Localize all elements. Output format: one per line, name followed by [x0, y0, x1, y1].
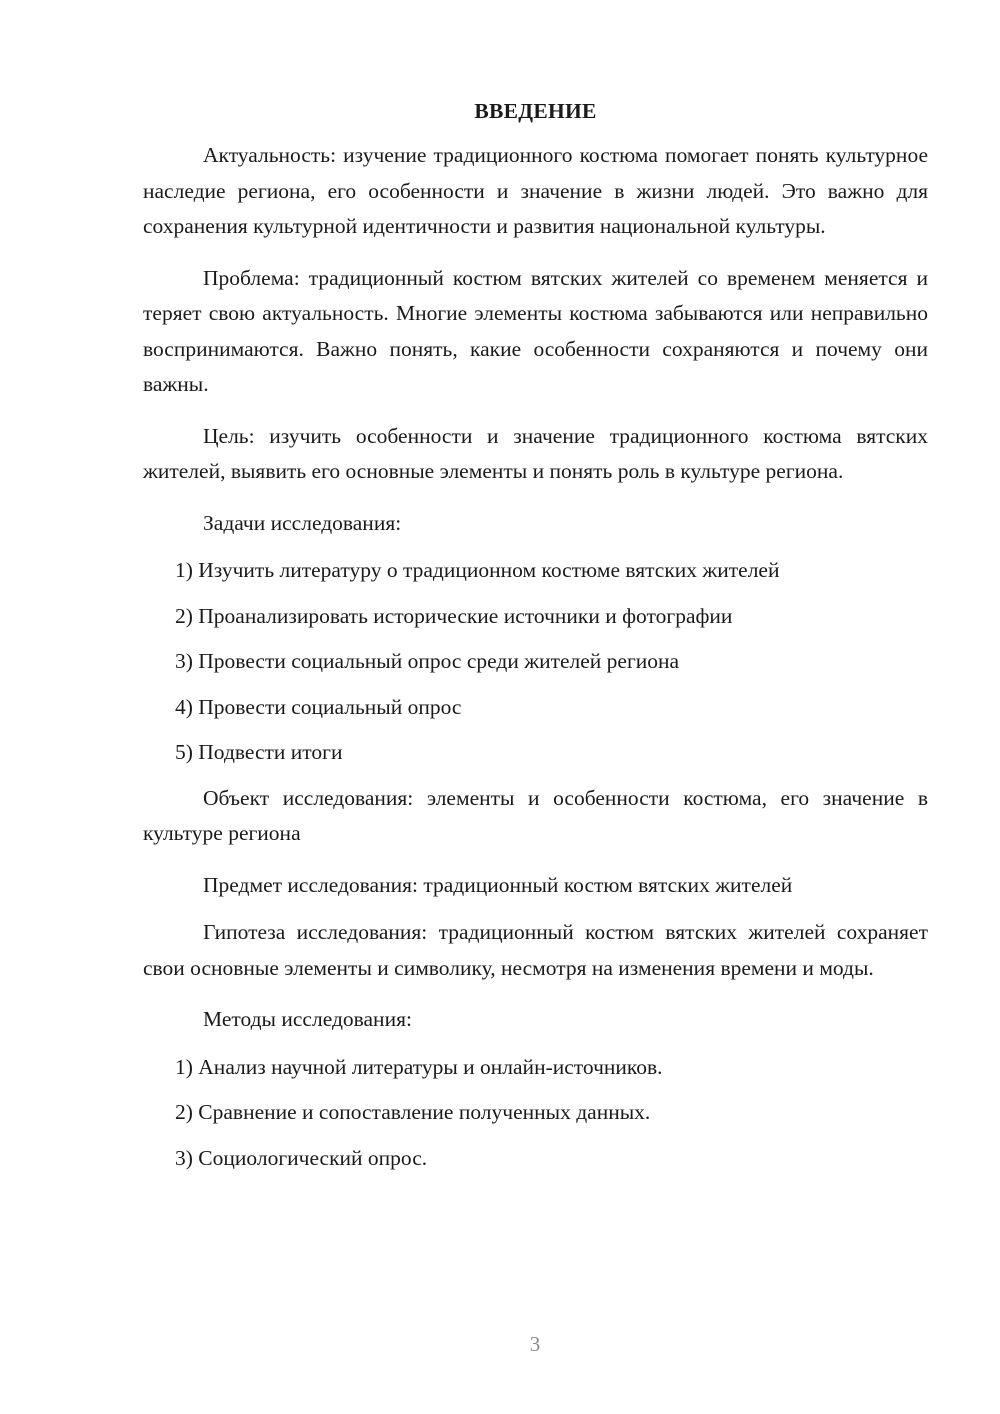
- page-title: ВВЕДЕНИЕ: [474, 99, 597, 123]
- hypothesis-paragraph: Гипотеза исследования: традиционный костюм вятских жителей сохраняет свои основные элементы и символику, несмотря на изменения времени и моды.: [143, 920, 928, 980]
- document-page: [143, 96, 928, 1186]
- relevance-paragraph: Актуальность: изучение традиционного костюма помогает понять культурное наследие региона, его особенности и значение в жизни людей. Это важно для сохранения культурной идентичности и развития национальной культуры.: [143, 143, 928, 238]
- list-item: 1) Изучить литературу о традиционном костюме вятских жителей: [175, 558, 780, 582]
- object-paragraph: Объект исследования: элементы и особенности костюма, его значение в культуре региона: [143, 785, 928, 845]
- problem-paragraph: Проблема: традиционный костюм вятских жителей со временем меняется и теряет свою актуальность. Многие элементы костюма забываются или неправильно воспринимаются. Важно понять, какие особенности сохраняются и почему они важны.: [143, 265, 928, 396]
- methods-title: Методы исследования:: [203, 1007, 412, 1031]
- list-item: 4) Провести социальный опрос: [175, 694, 462, 719]
- list-item: 2) Сравнение и сопоставление полученных данных.: [175, 1100, 651, 1124]
- list-item: 3) Провести социальный опрос среди жителей региона: [175, 649, 680, 673]
- list-item: 3) Социологический опрос.: [175, 1145, 428, 1170]
- page-number: 3: [529, 1332, 541, 1356]
- list-item: 5) Подвести итоги: [175, 740, 343, 764]
- goal-paragraph: Цель: изучить особенности и значение традиционного костюма вятских жителей, выявить его основные элементы и понять роль в культуре региона.: [143, 423, 928, 483]
- list-item: 2) Проанализировать исторические источники и фотографии: [175, 603, 733, 628]
- subject-paragraph: Предмет исследования: традиционный костюм вятских жителей: [203, 872, 793, 897]
- methods-list: [143, 1050, 928, 1187]
- list-item: 1) Анализ научной литературы и онлайн-источников.: [175, 1054, 663, 1079]
- tasks-title: Задачи исследования:: [203, 510, 402, 535]
- tasks-list: [143, 553, 928, 781]
